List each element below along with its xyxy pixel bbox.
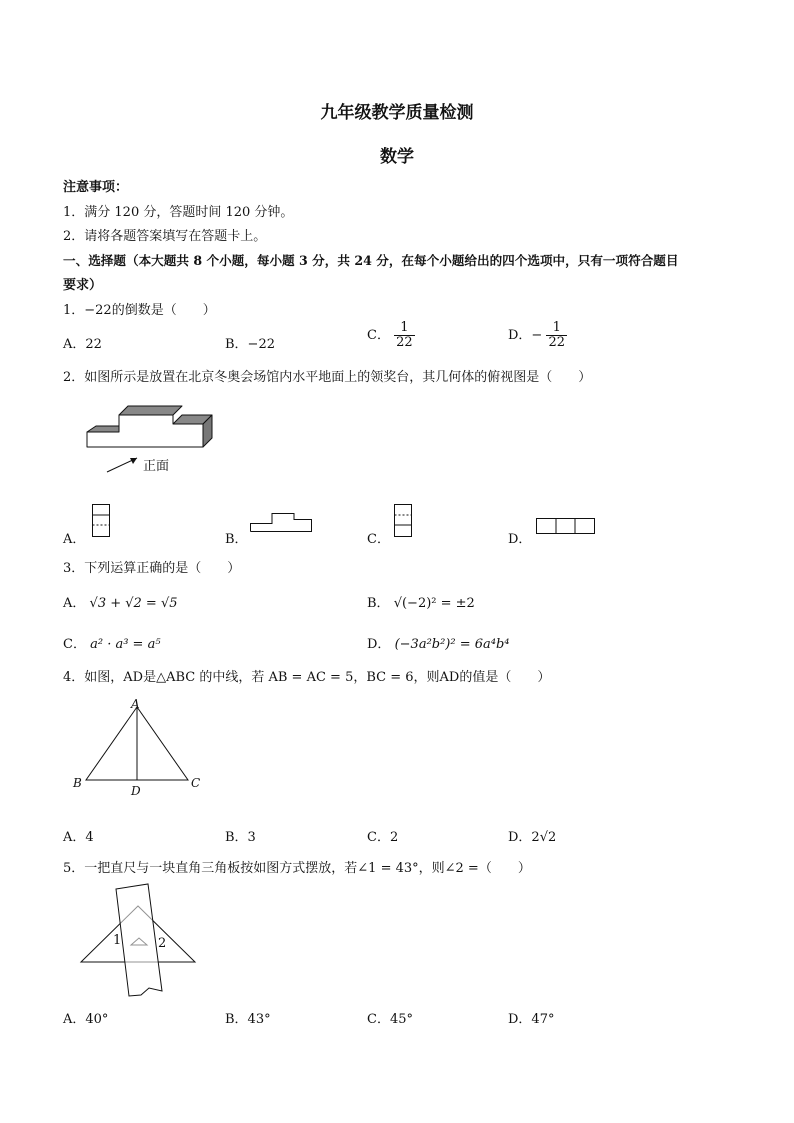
notice-heading: 注意事项： xyxy=(63,180,129,195)
q1-option-d-label: D．− xyxy=(508,328,543,343)
q2-option-b-view xyxy=(250,510,312,532)
q5-option-c: C．45° xyxy=(367,1012,413,1027)
q5-option-d: D．47° xyxy=(508,1012,555,1027)
q1-option-a: A．22 xyxy=(63,337,102,352)
q2-option-c: C． xyxy=(367,532,390,547)
q3-option-d xyxy=(367,633,510,652)
fraction-denominator: 22 xyxy=(396,335,413,350)
q2-option-a: A． xyxy=(63,532,86,547)
vertex-b-label: B xyxy=(73,776,82,790)
angle-1-label: 1 xyxy=(113,933,122,948)
vertex-a-label: A xyxy=(131,697,140,711)
q1-option-d-fraction xyxy=(546,321,567,350)
q3-option-b-expression: √(−2)² = ±2 xyxy=(393,596,475,611)
notice-item-1: 1．满分 120 分，答题时间 120 分钟。 xyxy=(63,205,294,220)
q5-option-a: A．40° xyxy=(63,1012,109,1027)
fraction-numerator: 1 xyxy=(394,321,415,336)
q3-option-b-label: B． xyxy=(367,596,390,611)
q1-option-d xyxy=(508,321,567,350)
q3-stem: 3．下列运算正确的是（ ） xyxy=(63,561,241,576)
q4-option-c: C．2 xyxy=(367,830,399,845)
q1-option-b: B．−22 xyxy=(225,337,275,352)
q4-option-d: D．2√2 xyxy=(508,830,557,845)
q3-option-d-expression: (−3a²b²)² = 6a⁴b⁴ xyxy=(394,637,510,652)
q2-option-d: D． xyxy=(508,532,532,547)
q1-stem: 1．−22的倒数是（ ） xyxy=(63,303,216,318)
q3-option-c xyxy=(63,633,161,652)
fraction-denominator: 22 xyxy=(548,335,566,350)
q2-option-d-view xyxy=(536,518,596,534)
q4-option-a: A．4 xyxy=(63,830,94,845)
section-heading-line1: 一、选择题（本大题共 8 个小题，每小题 3 分，共 24 分，在每个小题给出的四个选项中，只有一项符合题目 xyxy=(63,253,679,268)
q1-option-c-label: C． xyxy=(367,328,390,343)
front-label: 正面 xyxy=(143,459,170,474)
q3-option-c-expression: a² · a³ = a⁵ xyxy=(90,637,161,652)
subject-title: 数学 xyxy=(380,147,414,167)
q3-option-b xyxy=(367,592,475,611)
point-d-label: D xyxy=(131,784,141,798)
section-heading-line2: 要求） xyxy=(63,278,103,293)
q3-option-a xyxy=(63,592,178,611)
q2-option-b: B． xyxy=(225,532,248,547)
q2-option-c-view xyxy=(394,504,412,538)
q3-option-d-label: D． xyxy=(367,637,391,652)
q3-option-a-expression: √3 + √2 = √5 xyxy=(89,596,178,611)
angle-2-label: 2 xyxy=(158,936,167,951)
vertex-c-label: C xyxy=(191,776,201,790)
q4-stem: 4．如图，AD是△ABC 的中线，若 AB = AC = 5，BC = 6，则AD的值是（ ） xyxy=(63,670,551,685)
exam-title: 九年级教学质量检测 xyxy=(320,103,474,123)
q2-option-a-view xyxy=(92,504,110,538)
q3-option-a-label: A． xyxy=(63,596,86,611)
notice-item-2: 2．请将各题答案填写在答题卡上。 xyxy=(63,229,267,244)
q4-option-b: B．3 xyxy=(225,830,256,845)
q3-option-c-label: C． xyxy=(63,637,86,652)
ruler-triangle-figure xyxy=(78,884,200,1002)
q1-option-c xyxy=(367,321,415,350)
q5-option-b: B．43° xyxy=(225,1012,271,1027)
q2-stem: 2．如图所示是放置在北京冬奥会场馆内水平地面上的领奖台，其几何体的俯视图是（ ） xyxy=(63,370,592,385)
q5-stem: 5．一把直尺与一块直角三角板按如图方式摆放，若∠1 = 43°，则∠2 =（ ） xyxy=(63,861,531,876)
q1-option-c-fraction xyxy=(394,321,415,350)
fraction-numerator: 1 xyxy=(546,321,567,336)
